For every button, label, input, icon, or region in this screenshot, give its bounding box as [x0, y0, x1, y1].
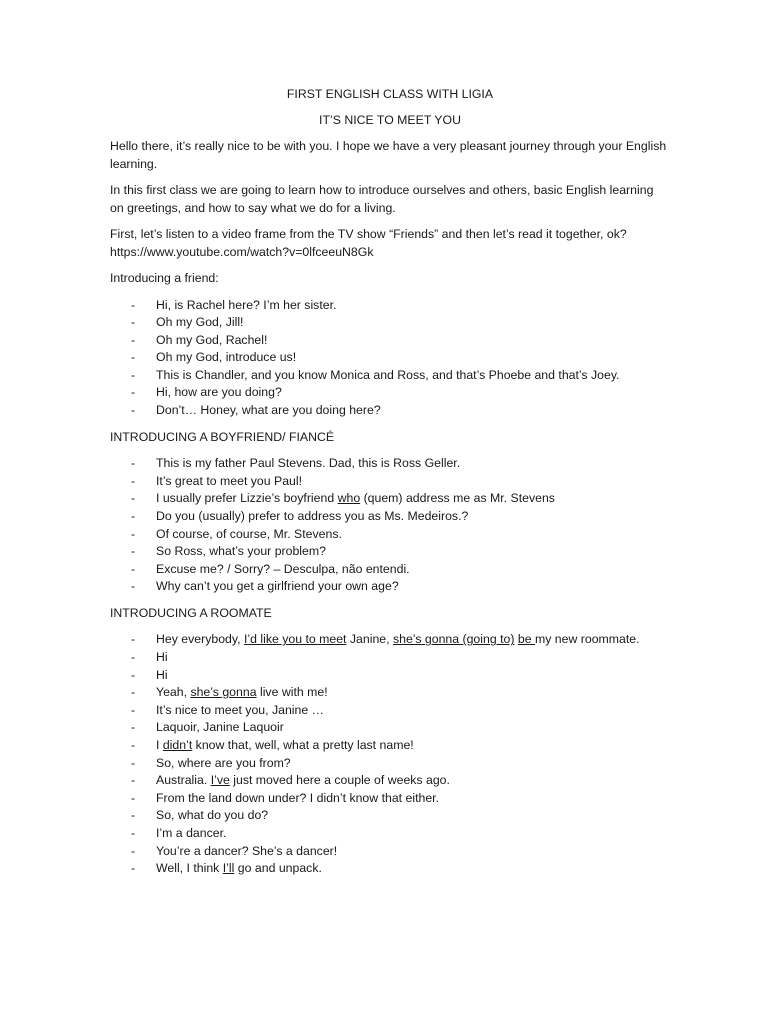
- dialogue-list-roommate: [110, 631, 670, 877]
- dash-bullet: -: [131, 456, 136, 471]
- dialogue-line: - Of course, of course, Mr. Stevens.: [110, 526, 670, 544]
- dash-bullet: -: [131, 526, 136, 541]
- dialogue-line: - Do you (usually) prefer to address you as Ms. Medeiros.?: [110, 508, 670, 526]
- dash-bullet: -: [131, 579, 136, 594]
- dash-bullet: -: [131, 825, 136, 840]
- dialogue-line: - So, where are you from?: [110, 755, 670, 773]
- dialogue-line: - I usually prefer Lizzie’s boyfriend who (quem) address me as Mr. Stevens: [110, 490, 670, 508]
- dialogue-line: - Why can’t you get a girlfriend your own age?: [110, 578, 670, 596]
- dash-bullet: -: [131, 667, 136, 682]
- dialogue-line: - Hey everybody, I’d like you to meet Janine, she’s gonna (going to) be my new roommate.: [110, 631, 670, 649]
- document-title: FIRST ENGLISH CLASS WITH LIGIA: [286, 87, 494, 101]
- dialogue-line: - Oh my God, Rachel!: [110, 332, 670, 350]
- dash-bullet: -: [131, 491, 136, 506]
- dialogue-line: - This is my father Paul Stevens. Dad, this is Ross Geller.: [110, 455, 670, 473]
- dialogue-list-boyfriend: [110, 455, 670, 596]
- dash-bullet: -: [131, 773, 136, 788]
- dialogue-line: - This is Chandler, and you know Monica and Ross, and that’s Phoebe and that’s Joey.: [110, 367, 670, 385]
- intro-paragraph: Hello there, it’s really nice to be with you. I hope we have a very pleasant journey through your English learning.: [110, 139, 667, 171]
- underlined-word: didn’t: [162, 737, 193, 752]
- dash-bullet: -: [131, 650, 136, 664]
- underlined-word: who: [337, 491, 361, 506]
- dash-bullet: -: [131, 702, 136, 717]
- dash-bullet: -: [131, 561, 136, 576]
- dialogue-line: - Oh my God, introduce us!: [110, 349, 670, 367]
- dash-bullet: -: [131, 297, 136, 312]
- dialogue-line: - I didn’t know that, well, what a pretty last name!: [110, 737, 670, 755]
- dash-bullet: -: [131, 508, 136, 523]
- dash-bullet: -: [131, 685, 136, 700]
- dialogue-line: - Yeah, she’s gonna live with me!: [110, 684, 670, 702]
- dash-bullet: -: [131, 473, 136, 488]
- dash-bullet: -: [131, 755, 136, 770]
- dialogue-line: - Hi, is Rachel here? I’m her sister.: [110, 297, 670, 315]
- dash-bullet: -: [131, 737, 136, 752]
- section-heading-friend: Introducing a friend:: [110, 271, 219, 285]
- dash-bullet: -: [131, 350, 136, 365]
- dash-bullet: -: [131, 367, 136, 382]
- dash-bullet: -: [131, 544, 136, 559]
- dash-bullet: -: [131, 385, 136, 400]
- dialogue-line: - So, what do you do?: [110, 807, 670, 825]
- dialogue-line: - It’s great to meet you Paul!: [110, 473, 670, 491]
- section-heading-roommate: INTRODUCING A ROOMATE: [110, 605, 272, 620]
- dialogue-line: - You’re a dancer? She’s a dancer!: [110, 843, 670, 861]
- dash-bullet: -: [131, 332, 136, 347]
- underlined-word: I’ll: [222, 861, 235, 876]
- dialogue-line: - Hi, how are you doing?: [110, 384, 670, 402]
- dialogue-line: - So Ross, what’s your problem?: [110, 543, 670, 561]
- dash-bullet: -: [131, 720, 136, 735]
- dash-bullet: -: [131, 315, 136, 330]
- document-subtitle: IT’S NICE TO MEET YOU: [319, 113, 461, 127]
- dialogue-line: - Australia. I’ve just moved here a couple of weeks ago.: [110, 772, 670, 790]
- dialogue-line: - Oh my God, Jill!: [110, 314, 670, 332]
- dialogue-line: - Excuse me? / Sorry? – Desculpa, não entendi.: [110, 561, 670, 579]
- intro-paragraph: First, let’s listen to a video frame from the TV show “Friends” and then let’s read it together, ok? https://www.youtube.com/watch?v=0lfceeuN8Gk: [110, 227, 627, 259]
- underlined-phrase: she’s gonna (going to): [392, 632, 515, 647]
- underlined-phrase: she’s gonna: [190, 685, 257, 700]
- dialogue-line: - Don’t… Honey, what are you doing here?: [110, 402, 670, 420]
- dialogue-list-friend: [110, 297, 670, 420]
- dash-bullet: -: [131, 808, 136, 823]
- dash-bullet: -: [131, 403, 136, 418]
- intro-paragraph: In this first class we are going to learn how to introduce ourselves and others, basic English learning on greetings, and how to say what we do for a living.: [110, 183, 654, 215]
- dash-bullet: -: [131, 861, 136, 876]
- dialogue-line: - Well, I think I’ll go and unpack.: [110, 860, 670, 878]
- dialogue-line: - From the land down under? I didn’t know that either.: [110, 790, 670, 808]
- dialogue-line: - It’s nice to meet you, Janine …: [110, 702, 670, 720]
- dialogue-line: - Laquoir, Janine Laquoir: [110, 719, 670, 737]
- dialogue-line: - I’m a dancer.: [110, 825, 670, 843]
- dialogue-line: - Hi: [110, 649, 670, 667]
- section-heading-boyfriend: INTRODUCING A BOYFRIEND/ FIANCÉ: [110, 429, 335, 444]
- dash-bullet: -: [131, 843, 136, 858]
- document-page: [110, 86, 670, 887]
- dialogue-line: - Hi: [110, 667, 670, 685]
- underlined-phrase: be: [517, 632, 535, 647]
- underlined-word: I’ve: [210, 773, 230, 788]
- dash-bullet: -: [131, 632, 136, 647]
- underlined-phrase: I’d like you to meet: [243, 632, 347, 647]
- dash-bullet: -: [131, 790, 136, 805]
